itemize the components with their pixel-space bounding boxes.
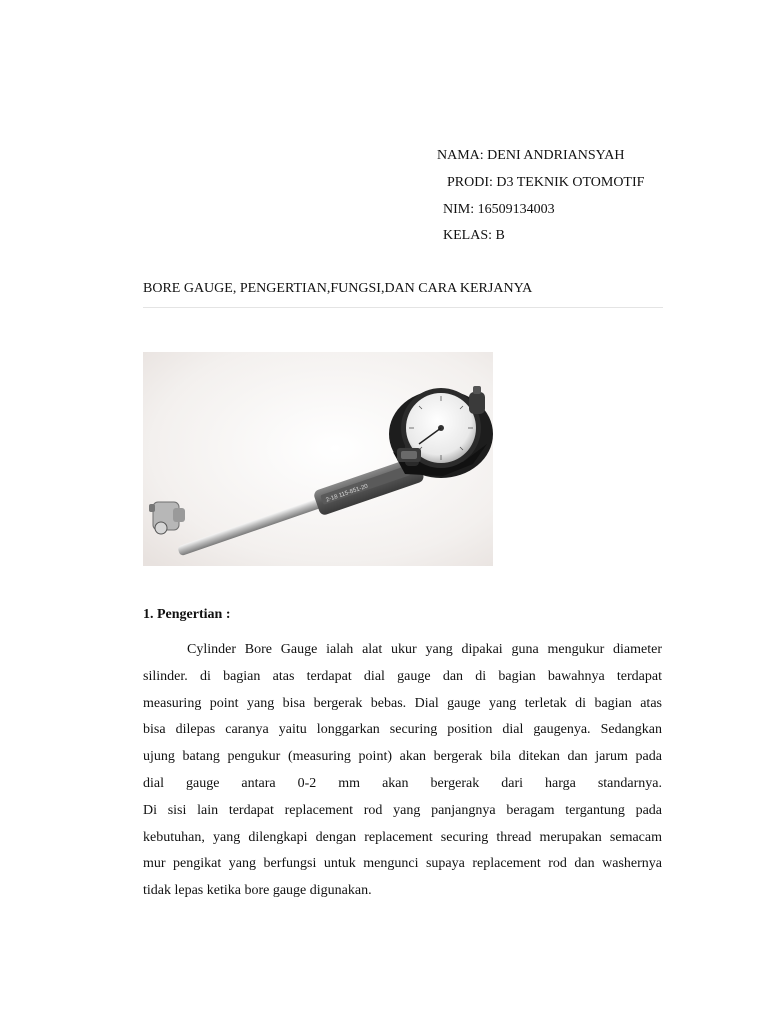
student-program: PRODI: D3 TEKNIK OTOMOTIF	[447, 175, 645, 190]
paragraph-line: ujung batang pengukur (measuring point) akan bergerak bila ditekan dan jarum pada	[143, 749, 662, 765]
gauge-grip-label: 2-18 115-851-20	[325, 483, 369, 504]
paragraph-line: silinder. di bagian atas terdapat dial gauge dan di bagian bawahnya terdapat	[143, 668, 662, 684]
title-divider	[143, 307, 663, 308]
paragraph-line: Di sisi lain terdapat replacement rod yang panjangnya beragam tergantung pada	[143, 802, 662, 818]
paragraph-line: measuring point yang bisa bergerak bebas. Dial gauge yang terletak di bagian atas	[143, 695, 662, 711]
section-heading: 1. Pengertian :	[143, 607, 231, 622]
bore-gauge-icon	[143, 352, 493, 566]
section-paragraph	[143, 637, 662, 905]
document-title: BORE GAUGE, PENGERTIAN,FUNGSI,DAN CARA KERJANYA	[143, 281, 533, 296]
bore-gauge-photo	[143, 352, 493, 566]
paragraph-line: mur pengikat yang berfungsi untuk mengunci supaya replacement rod dan washernya	[143, 856, 662, 872]
paragraph-line: Cylinder Bore Gauge ialah alat ukur yang dipakai guna mengukur diameter	[187, 642, 662, 657]
paragraph-line: tidak lepas ketika bore gauge digunakan.	[143, 883, 372, 899]
paragraph-line: bisa dilepas caranya yaitu longgarkan securing position dial gaugenya. Sedangkan	[143, 722, 662, 738]
student-name: NAMA: DENI ANDRIANSYAH	[437, 148, 625, 163]
student-id: NIM: 16509134003	[443, 202, 555, 217]
paragraph-line: kebutuhan, yang dilengkapi dengan replacement securing thread merupakan semacam	[143, 829, 662, 845]
paragraph-line: dial gauge antara 0-2 mm akan bergerak dari harga standarnya.	[143, 775, 662, 791]
student-class: KELAS: B	[443, 228, 505, 243]
